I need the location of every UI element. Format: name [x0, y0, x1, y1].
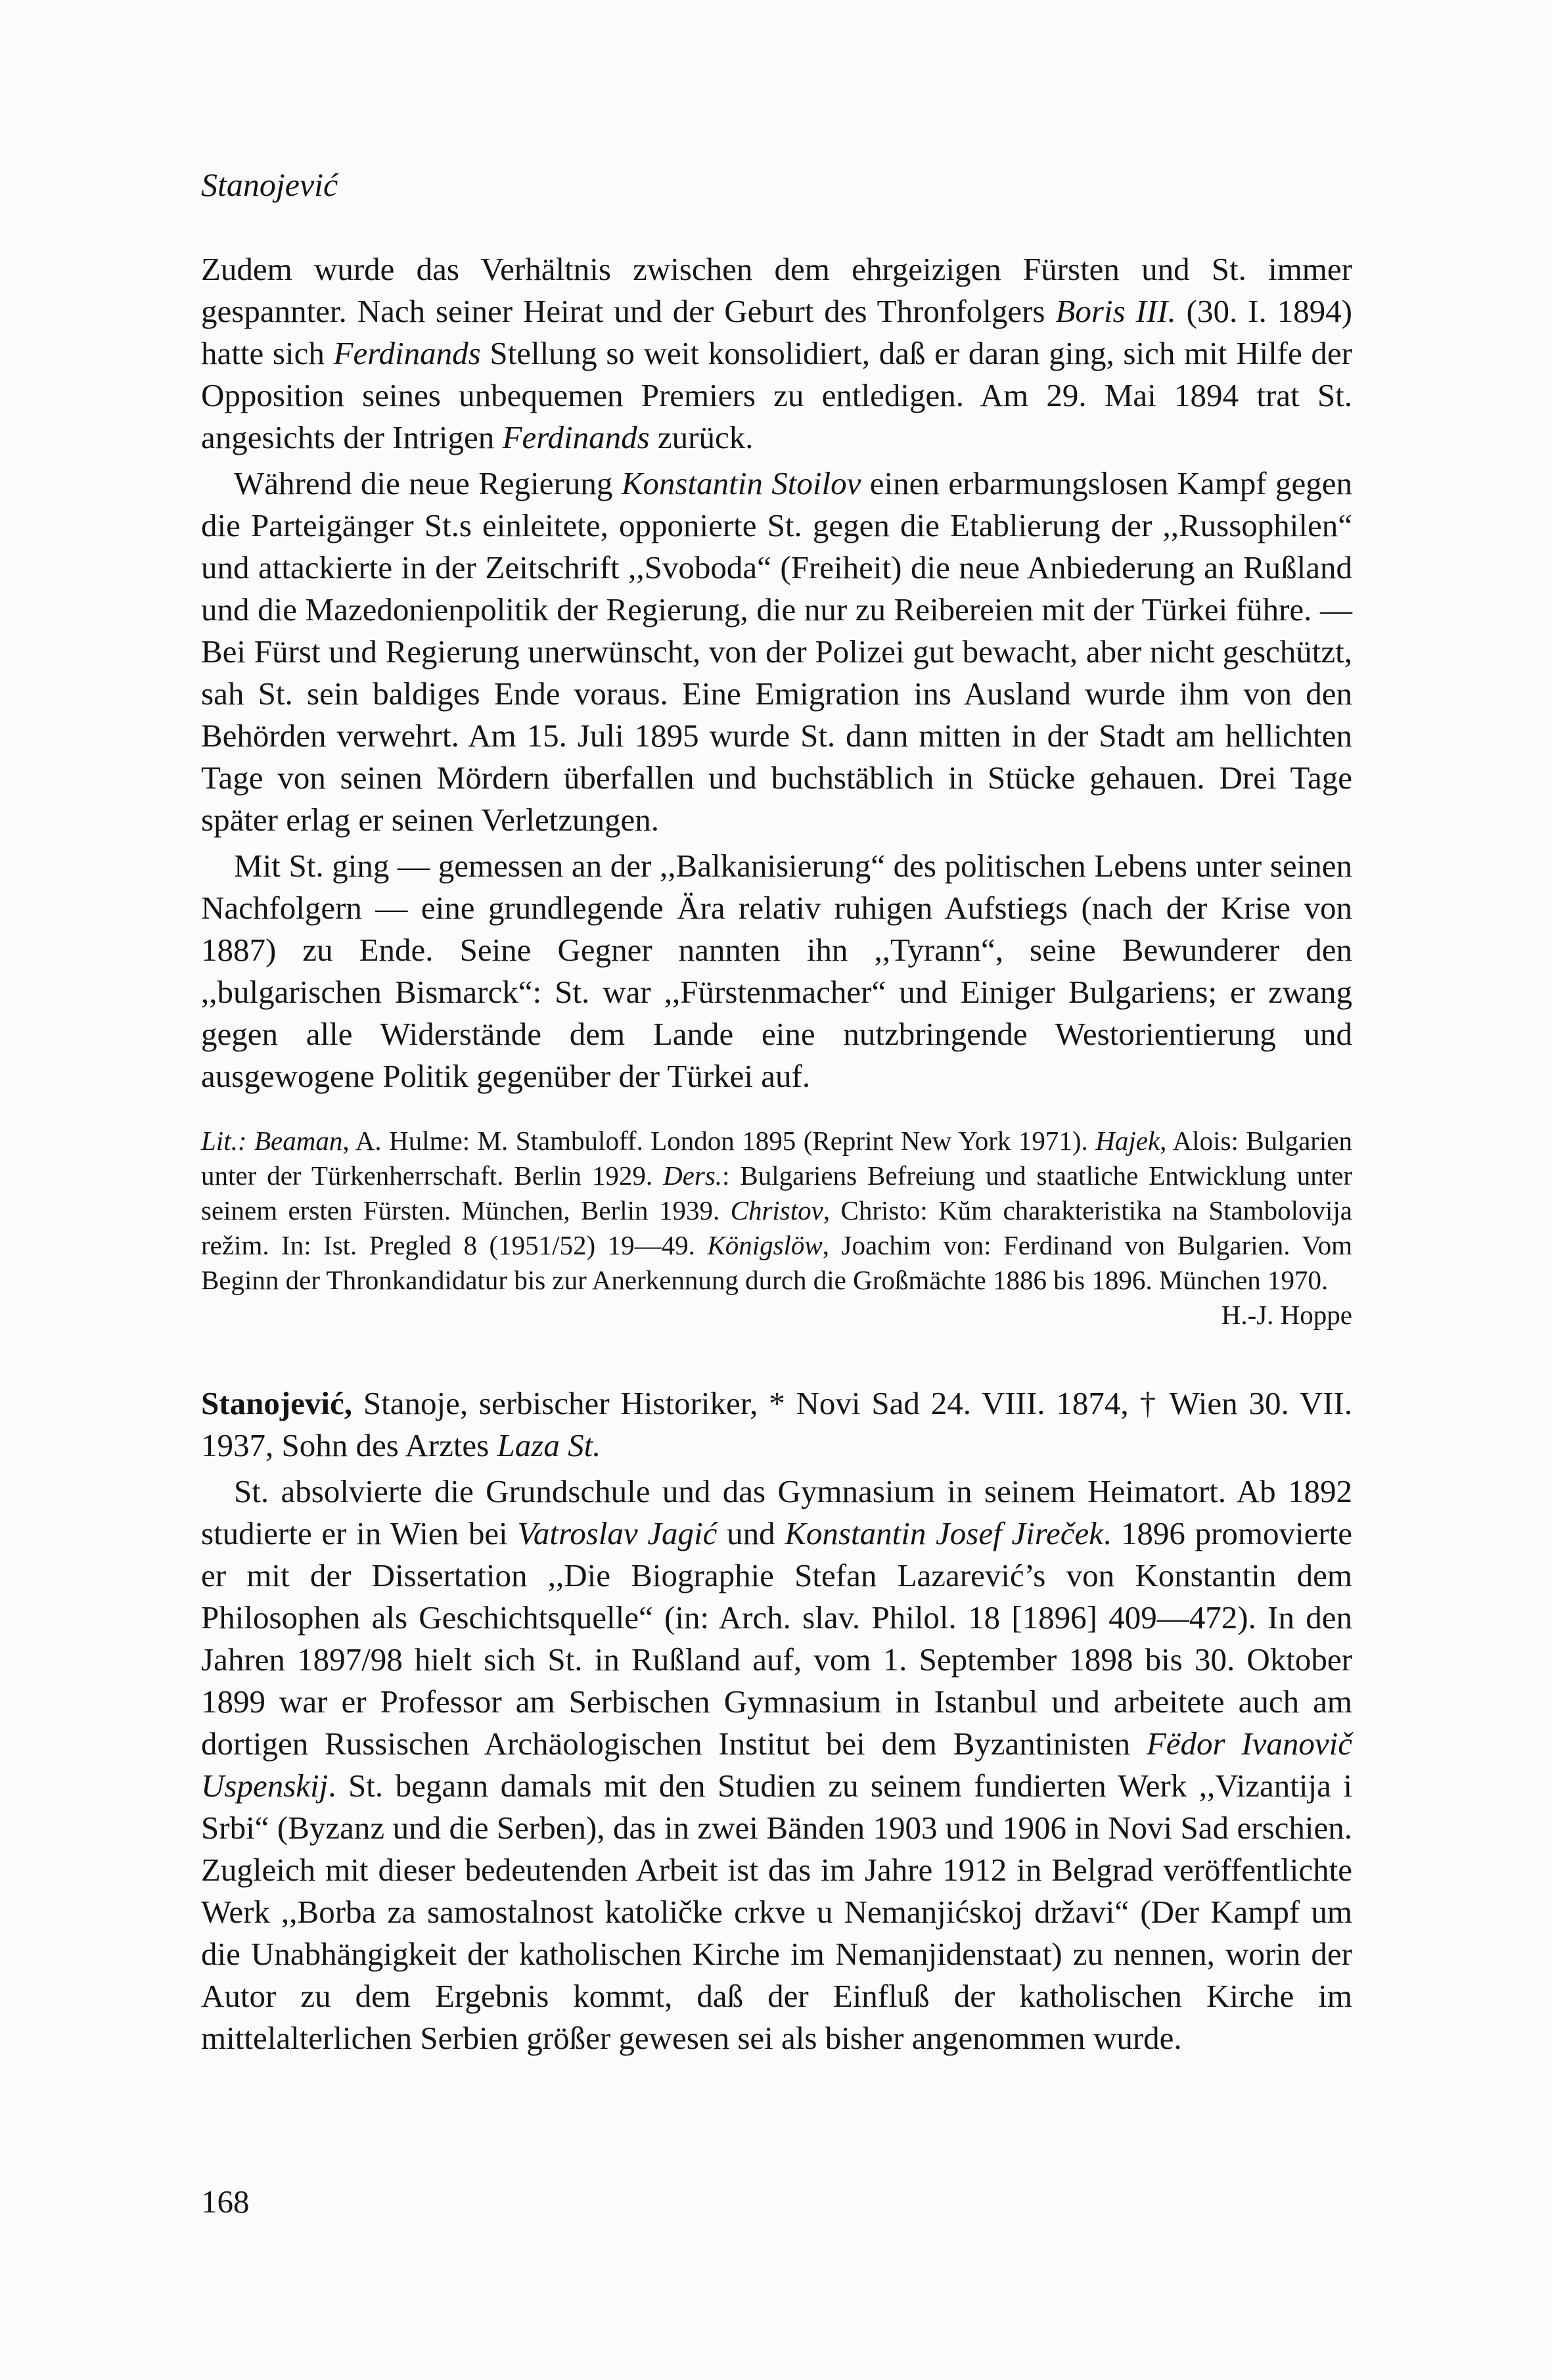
- italic-text: Laza St.: [497, 1427, 601, 1463]
- page-number: 168: [201, 2184, 250, 2220]
- text: Stanoje, serbischer Historiker, * Novi Sad 24. VIII. 1874, † Wien 30. VII. 1937, Sohn des Arztes: [201, 1385, 1352, 1463]
- entry-intro-text: [201, 1385, 1352, 1463]
- italic-text: Konstantin Josef Jireček: [785, 1515, 1103, 1551]
- paragraph: [201, 845, 1352, 1097]
- italic-text: Fëdor Ivanovič Uspenskij: [201, 1726, 1352, 1804]
- entry-headword: Stanojević,: [201, 1385, 352, 1421]
- text: : Bulgariens Befreiung und staatliche Entwicklung unter seinem ersten Fürsten. München, Berlin 1939.: [201, 1160, 1352, 1225]
- text: Zudem wurde das Verhältnis zwischen dem ehrgeizigen Fürsten und St. immer gespannter. Nach seiner Heirat und der Geburt des Thronfolgers: [201, 251, 1352, 329]
- running-head: Stanojević: [201, 166, 338, 203]
- text: (30. I. 1894) hatte sich: [201, 293, 1352, 371]
- text: Stellung so weit konsolidiert, daß er daran ging, sich mit Hilfe der Opposition seines unbequemen Premiers zu entledigen. Am 29. Mai 1894 trat St. angesichts der Intrigen: [201, 335, 1353, 455]
- italic-text: Königslöw: [707, 1230, 823, 1260]
- entry-intro: [201, 1383, 1352, 1467]
- text: Während die neue Regierung: [234, 465, 622, 501]
- text: , A. Hulme: M. Stambuloff. London 1895 (Reprint New York 1971).: [342, 1126, 1096, 1156]
- text: . St. begann damals mit den Studien zu seinem fundierten Werk ,,Vizantija i Srbi“ (Byzanz und die Serben), das in zwei Bänden 1903 und 1906 in Novi Sad erschien. Zugleich mit dieser bedeutenden Arbeit ist das im Jahre 1912 in Belgrad veröffentlichte Werk ,,Borba za samostalnost katoličke crkve u Nemanjićskoj državi“ (Der Kampf um die Unabhängigkeit der katholischen Kirche im Nemanjidenstaat) zu nennen, worin der Autor zu dem Ergebnis kommt, daß der Einfluß der katholischen Kirche im mittelalterlichen Serbien größer gewesen sei als bisher angenommen wurde.: [201, 1768, 1352, 2056]
- italic-text: Hajek: [1095, 1126, 1160, 1156]
- author-signature: H.-J. Hoppe: [1221, 1300, 1352, 1330]
- text: . 1896 promovierte er mit der Dissertation ,,Die Biographie Stefan Lazarević’s von Konstantin dem Philosophen als Geschichtsquelle“ (in: Arch. slav. Philol. 18 [1896] 409—472). In den Jahren 1897/98 hielt sich St. in Rußland auf, vom 1. September 1898 bis 30. Oktober 1899 war er Professor am Serbischen Gymnasium in Istanbul und arbeitete auch am dortigen Russischen Archäologischen Institut bei dem Byzantinisten: [201, 1515, 1352, 1762]
- italic-text: Ferdinands: [502, 419, 650, 455]
- italic-text: Boris III.: [1055, 293, 1176, 329]
- text: zurück.: [649, 419, 754, 455]
- text: , Christo: Kŭm charakteristika na Stambolovija režim. In: Ist. Pregled 8 (1951/52) 19—49.: [201, 1195, 1352, 1260]
- italic-text: Lit.: Beaman: [201, 1126, 343, 1156]
- literature-text: [201, 1126, 1352, 1295]
- text: Mit St. ging — gemessen an der ,,Balkanisierung“ des politischen Lebens unter seinen Nachfolgern — eine grundlegende Ära relativ ruhigen Aufstiegs (nach der Krise von 1887) zu Ende. Seine Gegner nannten ihn ,,Tyrann“, seine Bewunderer den ,,bulgarischen Bismarck“: St. war ,,Fürstenmacher“ und Einiger Bulgariens; er zwang gegen alle Widerstände dem Lande eine nutzbringende Westorientierung und ausgewogene Politik gegenüber der Türkei auf.: [201, 848, 1352, 1094]
- italic-text: Konstantin Stoilov: [621, 465, 861, 501]
- text: St. absolvierte die Grundschule und das Gymnasium in seinem Heimatort. Ab 1892 studierte er in Wien bei: [201, 1473, 1352, 1551]
- text: , Joachim von: Ferdinand von Bulgarien. Vom Beginn der Thronkandidatur bis zur Anerkennung durch die Großmächte 1886 bis 1896. München 1970.: [201, 1230, 1352, 1295]
- italic-text: Christov: [730, 1195, 823, 1225]
- italic-text: Vatroslav Jagić: [517, 1515, 718, 1551]
- paragraph: [201, 463, 1352, 841]
- text: einen erbarmungslosen Kampf gegen die Parteigänger St.s einleitete, opponierte St. gegen die Etablierung der ,,Russophilen“ und attackierte in der Zeitschrift ,,Svoboda“ (Freiheit) die neue Anbiederung an Rußland und die Mazedonienpolitik der Regierung, die nur zu Reibereien mit der Türkei führe. — Bei Fürst und Regierung unerwünscht, von der Polizei gut bewacht, aber nicht geschützt, sah St. sein baldiges Ende voraus. Eine Emigration ins Ausland wurde ihm von den Behörden verwehrt. Am 15. Juli 1895 wurde St. dann mitten in der Stadt am hellichten Tage von seinen Mördern überfallen und buchstäblich in Stücke gehauen. Drei Tage später erlag er seinen Verletzungen.: [201, 465, 1353, 838]
- paragraph: [201, 1471, 1352, 2059]
- text: , Alois: Bulgarien unter der Türkenherrschaft. Berlin 1929.: [201, 1126, 1353, 1191]
- paragraph: [201, 248, 1352, 459]
- italic-text: Ders.: [663, 1160, 723, 1191]
- literature-section: [201, 1124, 1352, 1333]
- encyclopedia-entry: [201, 1383, 1352, 2059]
- italic-text: Ferdinands: [333, 335, 481, 371]
- page-content: [201, 248, 1352, 2059]
- text: und: [717, 1515, 785, 1551]
